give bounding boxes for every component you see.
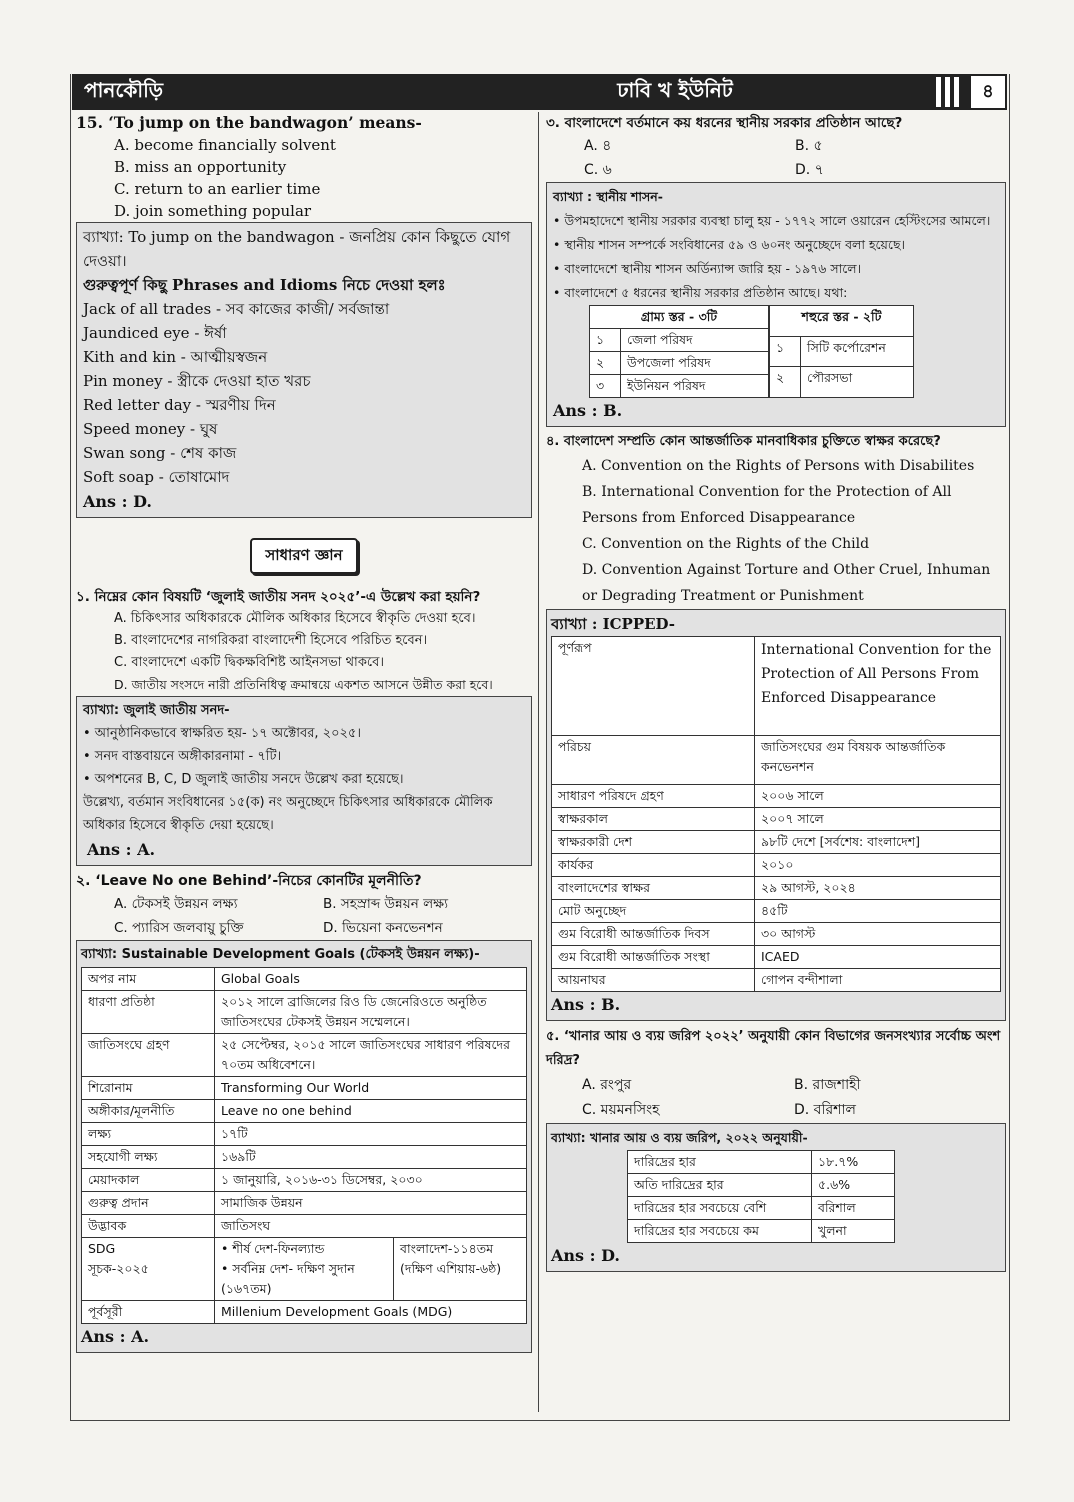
- g3-option-c: C. ৬: [584, 162, 612, 178]
- brand-name: পানকৌড়ি: [84, 77, 164, 102]
- table-cell: ২০১০: [755, 854, 1001, 877]
- q15-exp-line: ব্যাখ্যা: To jump on the bandwagon - জনপ্রিয় কোন কিছুতে যোগ দেওয়া।: [83, 228, 511, 270]
- g5-option-d: D. বরিশাল: [794, 1102, 856, 1118]
- table-row: [552, 637, 1001, 736]
- idiom-item: Speed money - ঘুষ: [83, 420, 218, 438]
- table-cell: ১৬৯টি: [215, 1146, 527, 1169]
- table-cell: আয়নাঘর: [552, 969, 755, 992]
- g1-option-b: B. বাংলাদেশের নাগরিকরা বাংলাদেশী হিসেবে পরিচিত হবেন।: [114, 633, 428, 648]
- table-cell: গুম বিরোধী আন্তর্জাতিক সংস্থা: [552, 946, 755, 969]
- table-row: [552, 808, 1001, 831]
- g3-option-b: B. ৫: [795, 138, 823, 154]
- g4-exp-title: ব্যাখ্যা : ICPPED-: [551, 615, 676, 633]
- g3-exp-title: ব্যাখ্যা : স্থানীয় শাসন-: [553, 189, 663, 204]
- page: [62, 66, 1012, 1420]
- left-column: [76, 112, 532, 1353]
- table-cell: ২: [770, 367, 801, 398]
- q15-option-d: D. join something popular: [114, 202, 312, 220]
- g4-question: ৪. বাংলাদেশ সম্প্রতি কোন আন্তর্জাতিক মানবাধিকার চুক্তিতে স্বাক্ষর করেছে?: [546, 434, 941, 449]
- table-row: [82, 1192, 527, 1215]
- right-column: [546, 112, 1006, 1272]
- g5-options-row1: [546, 1073, 1006, 1098]
- table-row: [590, 375, 769, 398]
- rural-table: [589, 305, 769, 398]
- idiom-item: Soft soap - তোষামোদ: [83, 468, 230, 486]
- table-cell: সিটি কর্পোরেশন: [801, 336, 914, 367]
- table-cell: অতি দারিদ্রের হার: [628, 1174, 812, 1197]
- table-row: [82, 1146, 527, 1169]
- g4-answer: Ans : B.: [551, 995, 621, 1014]
- table-cell: ২: [590, 352, 621, 375]
- g5-exp-title: ব্যাখ্যা: খানার আয় ও ব্যয় জরিপ, ২০২২ অনুযায়ী-: [551, 1130, 808, 1145]
- table-row: [82, 968, 527, 991]
- idiom-item: Swan song - শেষ কাজ: [83, 444, 237, 462]
- local-govt-tables: [589, 305, 999, 398]
- table-row: [82, 1238, 527, 1301]
- g1-exp-title: ব্যাখ্যা: জুলাই জাতীয় সনদ-: [83, 703, 230, 718]
- g1-bullet: • আনুষ্ঠানিকভাবে স্বাক্ষরিত হয়- ১৭ অক্টোবর, ২০২৫।: [83, 726, 362, 741]
- icpped-table: [551, 636, 1001, 992]
- g4-option-d: D. Convention Against Torture and Other Cruel, Inhuman or Degrading Treatment or Punishment: [582, 562, 991, 604]
- table-row: [770, 367, 914, 398]
- table-cell: গুরুত্ব প্রদান: [82, 1192, 215, 1215]
- table-cell: Millenium Development Goals (MDG): [215, 1301, 527, 1324]
- g2-options-row1: [76, 892, 532, 916]
- table-cell: ইউনিয়ন পরিষদ: [621, 375, 769, 398]
- g4-option-c: C. Convention on the Rights of the Child: [582, 536, 870, 552]
- table-row: [82, 1169, 527, 1192]
- section-title-gk: সাধারণ জ্ঞান: [250, 538, 358, 574]
- table-cell: অপর নাম: [82, 968, 215, 991]
- g1-option-c: C. বাংলাদেশে একটি দ্বিকক্ষবিশিষ্ট আইনসভা থাকবে।: [114, 655, 385, 670]
- g5-options-row2: [546, 1098, 1006, 1123]
- g4-explanation: [546, 609, 1006, 1021]
- table-cell: ৫.৬%: [812, 1174, 895, 1197]
- table-cell: শিরোনাম: [82, 1077, 215, 1100]
- table-cell: [215, 1238, 394, 1301]
- table-row: [552, 785, 1001, 808]
- sdg-label: SDG: [88, 1241, 116, 1256]
- g2-answer: Ans : A.: [81, 1327, 150, 1346]
- table-row: [82, 1123, 527, 1146]
- g1-bullet: • সনদ বাস্তবায়নে অঙ্গীকারনামা - ৭টি।: [83, 749, 282, 764]
- table-cell: ১ জানুয়ারি, ২০১৬-৩১ ডিসেম্বর, ২০৩০: [215, 1169, 527, 1192]
- table-cell: Leave no one behind: [215, 1100, 527, 1123]
- idiom-item: Red letter day - স্মরণীয় দিন: [83, 396, 276, 414]
- table-cell: উপজেলা পরিষদ: [621, 352, 769, 375]
- table-row: [628, 1151, 895, 1174]
- table-cell: লক্ষ্য: [82, 1123, 215, 1146]
- sdg-table: [81, 967, 527, 1324]
- g1-answer: Ans : A.: [87, 840, 156, 859]
- table-row: [552, 923, 1001, 946]
- table-cell: ২০০৬ সালে: [755, 785, 1001, 808]
- g2-option-c: C. প্যারিস জলবায়ু চুক্তি: [114, 920, 244, 936]
- g2-option-d: D. ভিয়েনা কনভেনশন: [323, 920, 443, 936]
- g2-option-a: A. টেকসই উন্নয়ন লক্ষ্য: [114, 896, 238, 912]
- table-cell: সাধারণ পরিষদে গ্রহণ: [552, 785, 755, 808]
- table-cell: ১৮.৭%: [812, 1151, 895, 1174]
- table-cell: জাতিসংঘ: [215, 1215, 527, 1238]
- g5-question: ৫. ‘খানার আয় ও ব্যয় জরিপ ২০২২’ অনুযায়ী কোন বিভাগের জনসংখ্যার সর্বোচ্চ অংশ দরিদ্র?: [546, 1029, 1001, 1068]
- g5-option-a: A. রংপুর: [582, 1077, 632, 1093]
- g2-question: ২. ‘Leave No one Behind’-নিচের কোনটির মূলনীতি?: [76, 873, 422, 889]
- g3-question: ৩. বাংলাদেশে বর্তমানে কয় ধরনের স্থানীয় সরকার প্রতিষ্ঠান আছে?: [546, 115, 903, 131]
- column-divider: [538, 112, 539, 1412]
- page-header: [72, 74, 1007, 110]
- q15-answer: Ans : D.: [83, 492, 152, 511]
- g5-explanation: [546, 1123, 1006, 1272]
- table-cell: জাতিসংঘের গুম বিষয়ক আন্তর্জাতিক কনভেনশন: [755, 736, 1001, 785]
- table-cell: গুম বিরোধী আন্তর্জাতিক দিবস: [552, 923, 755, 946]
- table-cell: পূর্ণরূপ: [552, 637, 755, 736]
- table-row: [82, 1077, 527, 1100]
- idiom-item: Pin money - স্ত্রীকে দেওয়া হাত খরচ: [83, 372, 311, 390]
- table-row: [552, 831, 1001, 854]
- table-row: [628, 1220, 895, 1243]
- table-cell: International Convention for the Protection of All Persons From Enforced Disappearance: [755, 637, 1001, 736]
- urban-table: [769, 305, 914, 398]
- table-cell: ১: [590, 329, 621, 352]
- table-cell: খুলনা: [812, 1220, 895, 1243]
- table-cell: দারিদ্রের হার: [628, 1151, 812, 1174]
- table-cell: দারিদ্রের হার সবচেয়ে কম: [628, 1220, 812, 1243]
- table-cell: ১৭টি: [215, 1123, 527, 1146]
- table-cell: ধারণা প্রতিষ্ঠা: [82, 991, 215, 1034]
- g3-bullet: • বাংলাদেশে স্থানীয় শাসন অর্ডিন্যান্স জারি হয় - ১৯৭৬ সালে।: [553, 261, 862, 276]
- table-cell: জেলা পরিষদ: [621, 329, 769, 352]
- table-cell: জাতিসংঘে গ্রহণ: [82, 1034, 215, 1077]
- table-cell: ২০০৭ সালে: [755, 808, 1001, 831]
- table-cell: [82, 1238, 215, 1301]
- g1-question: ১. নিম্নের কোন বিষয়টি ‘জুলাই জাতীয় সনদ ২০২৫’-এ উল্লেখ করা হয়নি?: [76, 589, 481, 605]
- table-cell: বাংলাদেশের স্বাক্ষর: [552, 877, 755, 900]
- q15-explanation: [76, 222, 532, 518]
- table-cell: সহযোগী লক্ষ্য: [82, 1146, 215, 1169]
- g1-note: উল্লেখ্য, বর্তমান সংবিধানের ১৫(ক) নং অনুচ্ছেদে চিকিৎসার অধিকারকে মৌলিক অধিকার হিসেবে স্বীকৃতি দেয়া হয়েছে।: [83, 795, 493, 833]
- table-cell: পৌরসভা: [801, 367, 914, 398]
- table-row: [628, 1197, 895, 1220]
- table-row: [82, 1301, 527, 1324]
- table-cell: ৩০ আগস্ট: [755, 923, 1001, 946]
- q15-exp-heading: গুরুত্বপূর্ণ কিছু Phrases and Idioms নিচে দেওয়া হলঃ: [83, 276, 446, 294]
- g1-option-d: D. জাতীয় সংসদে নারী প্রতিনিধিত্ব ক্রমান্বয়ে একশত আসনে উন্নীত করা হবে।: [114, 677, 493, 692]
- g4-option-b: B. International Convention for the Protection of All Persons from Enforced Disappearance: [582, 484, 952, 526]
- page-number: ৪: [969, 74, 1007, 110]
- table-cell: স্বাক্ষরকারী দেশ: [552, 831, 755, 854]
- sdg-sublabel: সূচক-২০২৫: [88, 1261, 149, 1276]
- q15-option-a: A. become financially solvent: [114, 136, 336, 154]
- idiom-item: Jaundiced eye - ঈর্ষা: [83, 324, 227, 342]
- table-cell: পরিচয়: [552, 736, 755, 785]
- table-row: [770, 336, 914, 367]
- unit-title: ঢাবি খ ইউনিট: [617, 77, 733, 102]
- table-cell: সামাজিক উন্নয়ন: [215, 1192, 527, 1215]
- g5-option-b: B. রাজশাহী: [794, 1077, 861, 1093]
- table-row: [552, 946, 1001, 969]
- g4-option-a: A. Convention on the Rights of Persons with Disabilites: [582, 458, 975, 474]
- g3-options-row1: [546, 134, 1006, 158]
- g2-exp-title: ব্যাখ্যা: Sustainable Development Goals (টেকসই উন্নয়ন লক্ষ্য)-: [81, 947, 480, 962]
- table-cell: মেয়াদকাল: [82, 1169, 215, 1192]
- g3-bullet: • বাংলাদেশে ৫ ধরনের স্থানীয় সরকার প্রতিষ্ঠান আছে। যথা:: [553, 285, 848, 300]
- table-row: [590, 329, 769, 352]
- table-row: [552, 877, 1001, 900]
- sdg-bottom: • সর্বনিম্ন দেশ- দক্ষিণ সুদান (১৬৭তম): [221, 1261, 355, 1296]
- table-row: [552, 854, 1001, 877]
- g3-option-a: A. ৪: [584, 138, 612, 154]
- table-row: [628, 1174, 895, 1197]
- table-cell: ২৯ আগস্ট, ২০২৪: [755, 877, 1001, 900]
- g1-option-a: A. চিকিৎসার অধিকারকে মৌলিক অধিকার হিসেবে স্বীকৃতি দেওয়া হবে।: [114, 611, 476, 626]
- table-cell: উদ্ভাবক: [82, 1215, 215, 1238]
- table-row: [82, 1100, 527, 1123]
- g1-explanation: [76, 696, 532, 866]
- poverty-table: [627, 1150, 895, 1243]
- table-row: [552, 969, 1001, 992]
- table-cell: Global Goals: [215, 968, 527, 991]
- table-cell: বরিশাল: [812, 1197, 895, 1220]
- table-cell: পূর্বসূরী: [82, 1301, 215, 1324]
- q15-option-c: C. return to an earlier time: [114, 180, 321, 198]
- table-row: [552, 736, 1001, 785]
- table-row: [552, 900, 1001, 923]
- g2-option-b: B. সহস্রাব্দ উন্নয়ন লক্ষ্য: [323, 896, 448, 912]
- table-cell: বাংলাদেশ-১১৪তম (দক্ষিণ এশিয়ায়-৬ষ্ঠ): [394, 1238, 527, 1301]
- table-cell: ৪৫টি: [755, 900, 1001, 923]
- g3-option-d: D. ৭: [795, 162, 824, 178]
- table-cell: কার্যকর: [552, 854, 755, 877]
- g3-bullet: • স্থানীয় শাসন সম্পর্কে সংবিধানের ৫৯ ও ৬০নং অনুচ্ছেদে বলা হয়েছে।: [553, 237, 905, 252]
- table-row: [82, 1034, 527, 1077]
- table-cell: ২৫ সেপ্টেম্বর, ২০১৫ সালে জাতিসংঘের সাধারণ পরিষদের ৭০তম অধিবেশনে।: [215, 1034, 527, 1077]
- table-cell: ৯৮টি দেশে [সর্বশেষ: বাংলাদেশ]: [755, 831, 1001, 854]
- table-cell: Transforming Our World: [215, 1077, 527, 1100]
- q15-option-b: B. miss an opportunity: [114, 158, 287, 176]
- urban-header: শহুরে স্তর - ২টি: [770, 306, 914, 337]
- g3-options-row2: [546, 158, 1006, 182]
- idiom-item: Jack of all trades - সব কাজের কাজী/ সর্বজান্তা: [83, 300, 390, 318]
- table-row: [82, 1215, 527, 1238]
- table-cell: ১: [770, 336, 801, 367]
- g2-options-row2: [76, 916, 532, 940]
- q15-question: 15. ‘To jump on the bandwagon’ means-: [76, 113, 422, 132]
- sdg-top: • শীর্ষ দেশ-ফিনল্যান্ড: [221, 1241, 325, 1256]
- table-cell: ২০১২ সালে ব্রাজিলের রিও ডি জেনেরিওতে অনুষ্ঠিত জাতিসংঘের টেকসই উন্নয়ন সম্মেলনে।: [215, 991, 527, 1034]
- table-row: [590, 352, 769, 375]
- g3-explanation: [546, 182, 1006, 427]
- table-cell: স্বাক্ষরকাল: [552, 808, 755, 831]
- table-cell: দারিদ্রের হার সবচেয়ে বেশি: [628, 1197, 812, 1220]
- table-cell: অঙ্গীকার/মূলনীতি: [82, 1100, 215, 1123]
- idiom-item: Kith and kin - আত্মীয়স্বজন: [83, 348, 268, 366]
- table-cell: গোপন বন্দীশালা: [755, 969, 1001, 992]
- table-cell: ICAED: [755, 946, 1001, 969]
- g5-option-c: C. ময়মনসিংহ: [582, 1102, 660, 1118]
- table-cell: ৩: [590, 375, 621, 398]
- header-bars: [936, 77, 959, 107]
- g2-explanation: [76, 940, 532, 1353]
- table-cell: মোট অনুচ্ছেদ: [552, 900, 755, 923]
- table-row: [82, 991, 527, 1034]
- g3-bullet: • উপমহাদেশে স্থানীয় সরকার ব্যবস্থা চালু হয় - ১৭৭২ সালে ওয়ারেন হেস্টিংসের আমলে।: [553, 213, 991, 228]
- g1-bullet: • অপশনের B, C, D জুলাই জাতীয় সনদে উল্লেখ করা হয়েছে।: [83, 772, 404, 787]
- rural-header: গ্রাম্য স্তর - ৩টি: [590, 306, 769, 329]
- g3-answer: Ans : B.: [553, 401, 623, 420]
- g5-answer: Ans : D.: [551, 1246, 620, 1265]
